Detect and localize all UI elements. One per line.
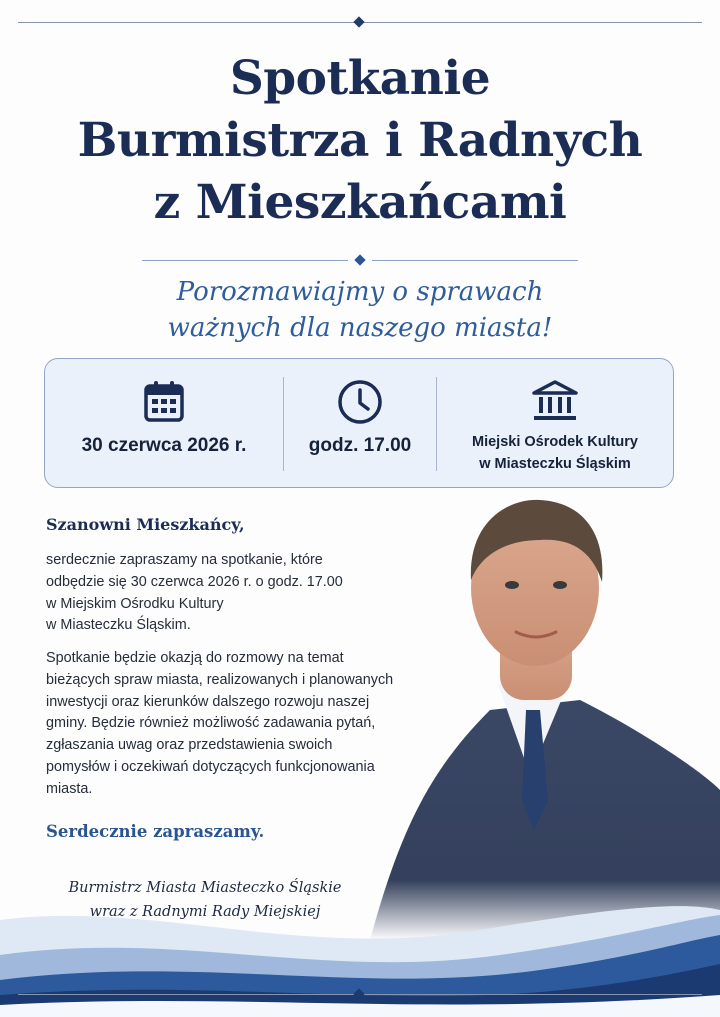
event-info-box [44, 358, 674, 488]
signature-line: wraz z Radnymi Rady Miejskiej [89, 904, 321, 920]
top-rule [18, 22, 702, 23]
title-line: Burmistrza i Radnych [77, 113, 643, 168]
text-line: w Miasteczku Śląskim. [46, 617, 191, 634]
rule-diamond [353, 16, 364, 27]
poster-title [0, 48, 720, 234]
time-column [284, 359, 436, 487]
title-line: Spotkanie [229, 51, 491, 106]
event-place [437, 431, 673, 475]
text-line: odbędzie się 30 czerwca 2026 r. o godz. 17.00 [46, 573, 343, 590]
text-line: inwestycji oraz kierunków dalszego rozwoju naszej [46, 693, 370, 710]
place-column [437, 359, 673, 487]
letter-paragraph-2 [46, 648, 406, 801]
text-line: w Miejskim Ośrodku Kultury [46, 595, 224, 612]
signature-line: Burmistrz Miasta Miasteczko Śląskie [68, 880, 342, 896]
text-line: bieżących spraw miasta, realizowanych i planowanych [46, 671, 394, 688]
text-line: zgłaszania uwag oraz przedstawienia swoich [46, 737, 333, 754]
text-line: serdecznie zapraszamy na spotkanie, które [46, 552, 323, 568]
invitation-closing: Serdecznie zapraszamy. [46, 822, 265, 841]
event-date: 30 czerwca 2026 r. [81, 435, 247, 456]
text-line: pomysłów i oczekiwań dotyczących funkcjonowania [46, 758, 375, 775]
building-icon [530, 379, 580, 428]
place-line: w Miasteczku Śląskim [479, 456, 631, 472]
poster-subtitle [0, 274, 720, 346]
bottom-rule [18, 994, 702, 995]
event-time: godz. 17.00 [308, 435, 412, 456]
text-line: gminy. Będzie również możliwość zadawania pytań, [46, 715, 376, 732]
date-column [45, 359, 283, 487]
signature-block [20, 876, 390, 924]
letter-paragraph-1 [46, 550, 406, 637]
letter-greeting: Szanowni Mieszkańcy, [46, 515, 245, 534]
subtitle-line: ważnych dla naszego miasta! [167, 313, 553, 343]
calendar-icon [143, 379, 185, 428]
text-line: miasta. [46, 780, 93, 797]
place-line: Miejski Ośrodek Kultury [472, 434, 638, 450]
subtitle-line: Porozmawiajmy o sprawach [176, 277, 544, 307]
title-separator [142, 260, 578, 261]
title-line: z Mieszkańcami [153, 175, 567, 230]
clock-icon [337, 379, 383, 430]
text-line: Spotkanie będzie okazją do rozmowy na temat [46, 650, 344, 666]
